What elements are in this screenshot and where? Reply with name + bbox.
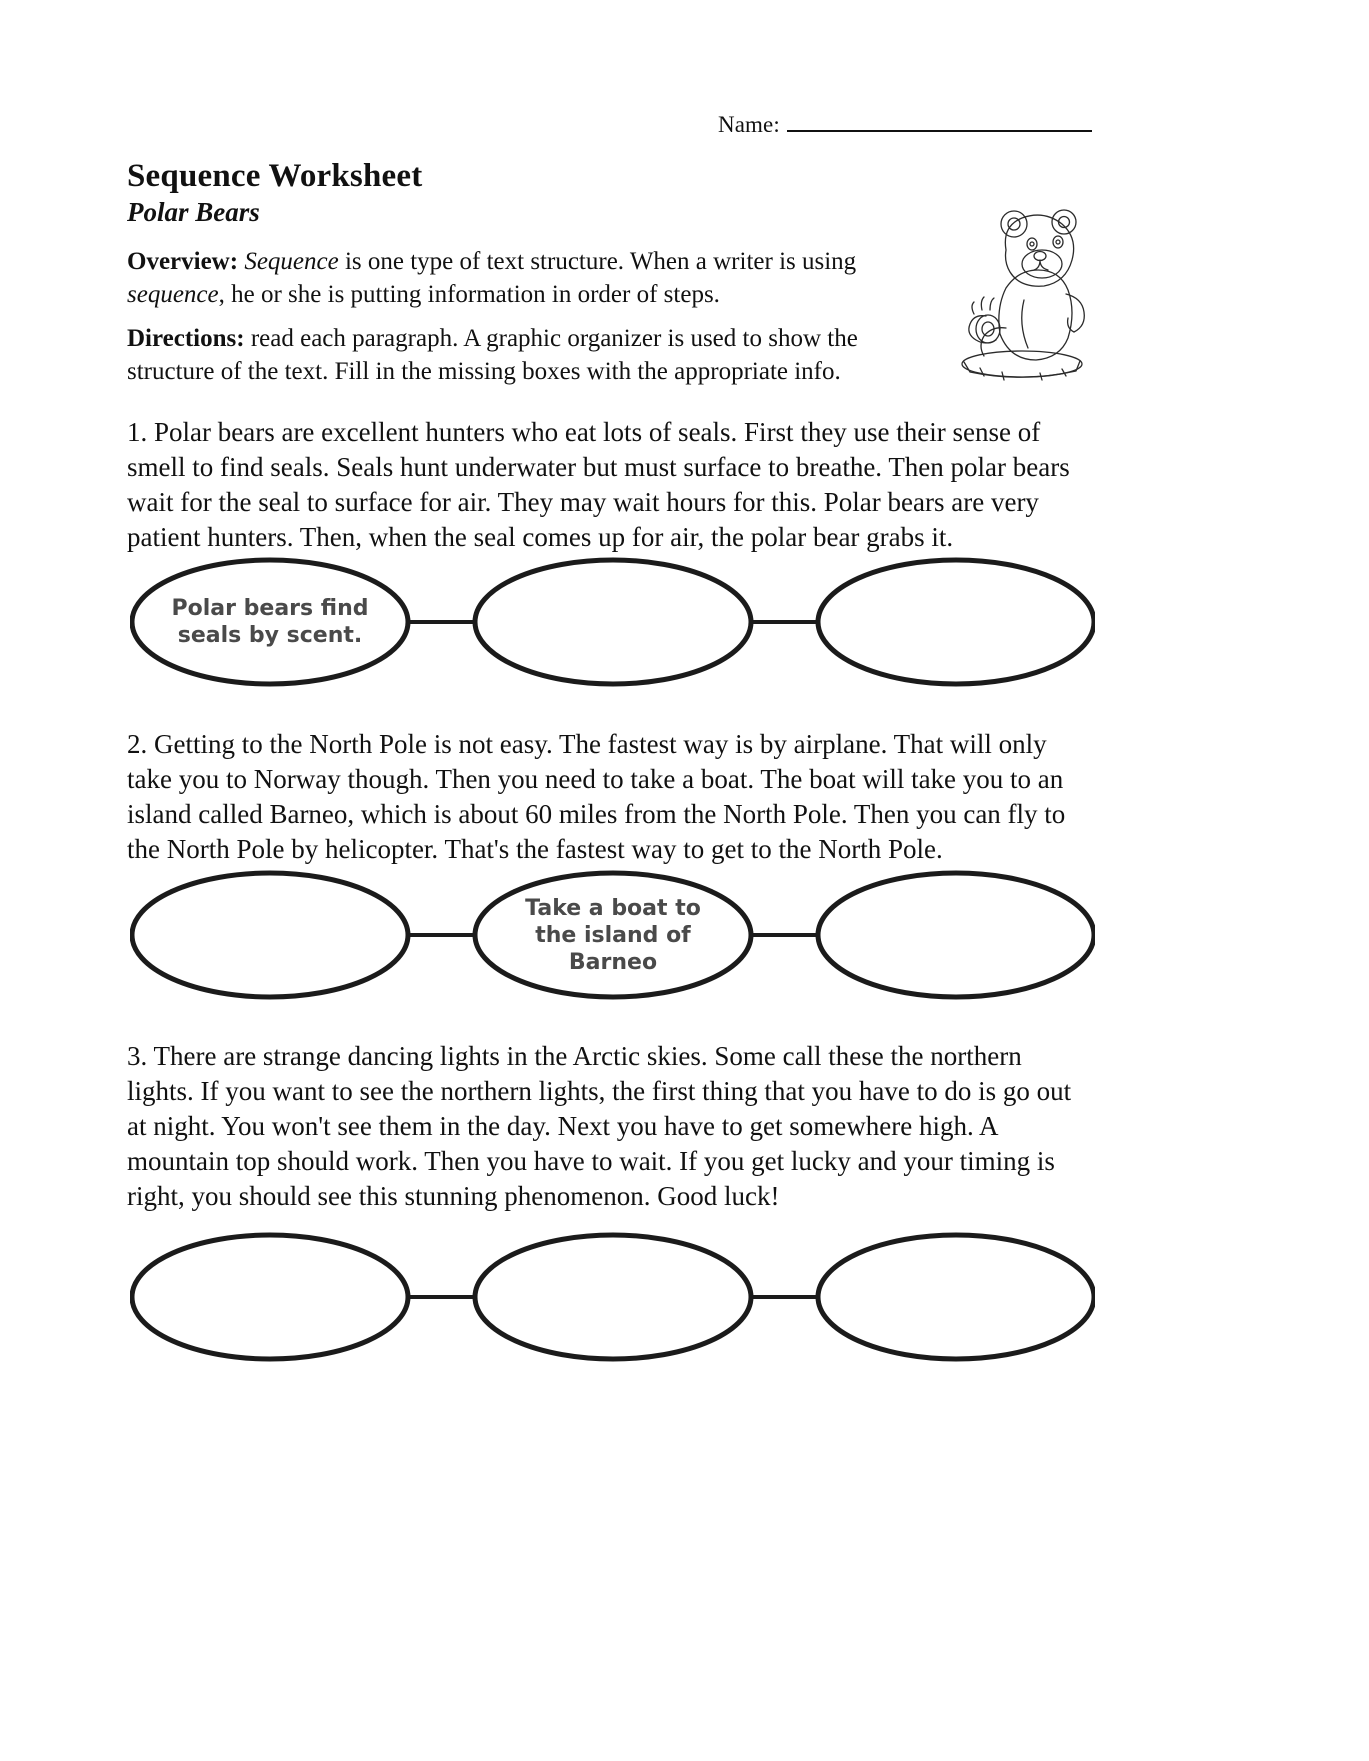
oval-1-text[interactable] bbox=[145, 595, 395, 649]
name-label: Name: bbox=[718, 112, 780, 137]
page-subtitle: Polar Bears bbox=[127, 197, 260, 227]
name-input-rule[interactable] bbox=[787, 129, 1092, 132]
graphic-organizer-1 bbox=[130, 557, 1095, 687]
reading-paragraph-3: 3. There are strange dancing lights in the Arctic skies. Some call these the northern lights. If you want to see the northern lights, the first thing that you have to do is go out at night. You won't see them in the day. Next you have to get somewhere high. A mountain top should work. Then you have to wait. If you get lucky and your timing is right, you should see this stunning phenomenon. Good luck! bbox=[127, 1041, 1072, 1211]
overview-text-1: is one type of text structure. When a writer is using bbox=[338, 248, 857, 275]
organizer-oval bbox=[475, 1235, 751, 1359]
polar-bear-illustration bbox=[940, 196, 1100, 386]
directions-text: read each paragraph. A graphic organizer is used to show the structure of the text. Fill in the missing boxes with the appropriate info. bbox=[127, 325, 858, 385]
organizer-oval bbox=[818, 1235, 1094, 1359]
overview-term-1: Sequence bbox=[244, 248, 339, 275]
oval-2-line-1: Take a boat to bbox=[525, 896, 701, 921]
oval-1-line-1: Polar bears find bbox=[171, 596, 369, 621]
oval-2-text[interactable] bbox=[488, 895, 738, 976]
name-field-row bbox=[718, 112, 1092, 138]
organizer-oval bbox=[132, 1235, 408, 1359]
graphic-organizer-2 bbox=[130, 870, 1095, 1000]
graphic-organizer-3 bbox=[130, 1232, 1095, 1362]
organizer-oval bbox=[818, 560, 1094, 684]
overview-label: Overview: bbox=[127, 248, 239, 275]
page-title: Sequence Worksheet bbox=[127, 158, 423, 194]
reading-paragraph-2: 2. Getting to the North Pole is not easy. The fastest way is by airplane. That will only take you to Norway though. Then you need to take a boat. The boat will take you to an island called Barneo, which is about 60 miles from the North Pole. Then you can fly to the North Pole by helicopter. That's the fastest way to get to the North Pole. bbox=[127, 729, 1066, 864]
overview-term-2: sequence bbox=[127, 281, 219, 308]
organizer-oval bbox=[132, 873, 408, 997]
oval-2-line-3: Barneo bbox=[568, 950, 658, 975]
oval-2-line-2: the island of bbox=[535, 923, 691, 948]
overview-text-2: , he or she is putting information in order of steps. bbox=[218, 281, 720, 308]
directions-paragraph bbox=[127, 322, 887, 388]
organizer-oval bbox=[818, 873, 1094, 997]
reading-paragraph-1: 1. Polar bears are excellent hunters who eat lots of seals. First they use their sense of smell to find seals. Seals hunt underwater but must surface to breathe. Then polar bears wait for the seal to surface for air. They may wait hours for this. Polar bears are very patient hunters. Then, when the seal comes up for air, the polar bear grabs it. bbox=[127, 417, 1070, 552]
oval-1-line-2: seals by scent. bbox=[177, 623, 363, 648]
organizer-oval bbox=[475, 560, 751, 684]
directions-label: Directions: bbox=[127, 325, 245, 352]
overview-paragraph bbox=[127, 245, 887, 311]
